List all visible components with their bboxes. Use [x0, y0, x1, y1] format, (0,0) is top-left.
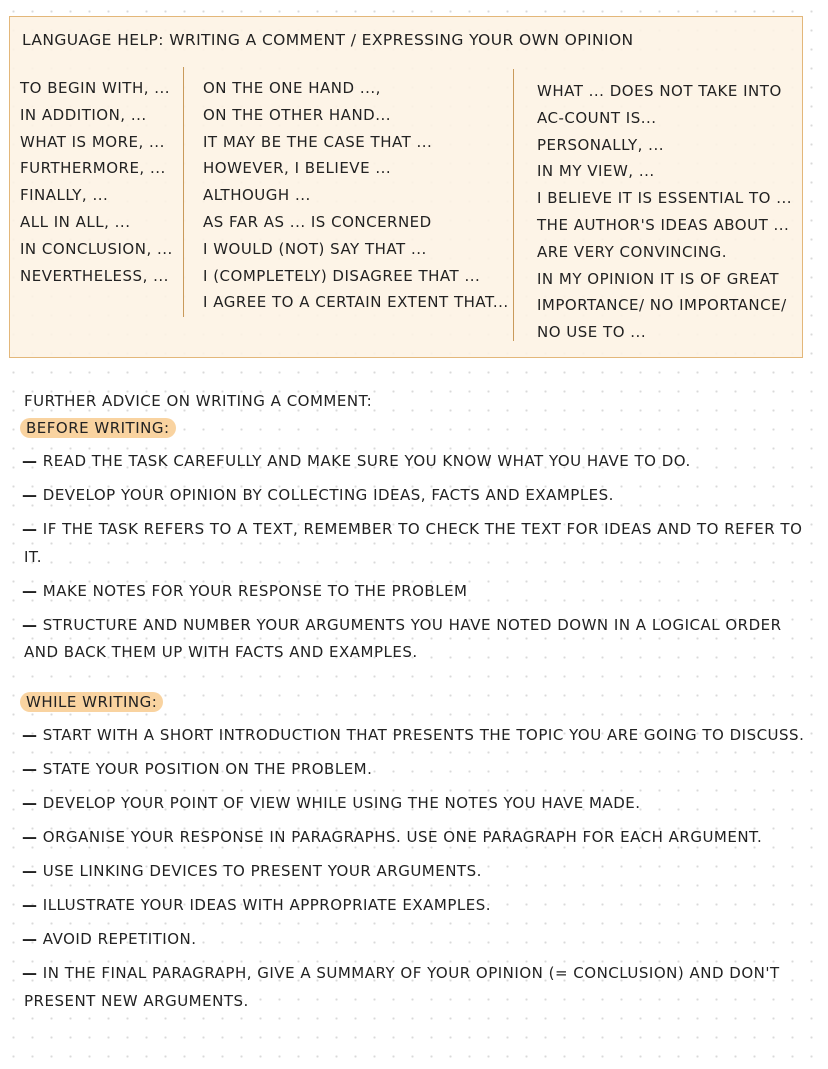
- advice-text: AVOID REPETITION.: [42, 930, 197, 948]
- contrast-phrases-column: [203, 75, 509, 316]
- advice-item: [24, 790, 809, 818]
- phrase-item: IMPORTANCE/ NO IMPORTANCE/: [537, 296, 787, 315]
- phrase-item: TO BEGIN WITH, ...: [20, 79, 171, 97]
- phrase-item: I WOULD (NOT) SAY THAT ...: [203, 239, 427, 258]
- advice-text: STRUCTURE AND NUMBER YOUR ARGUMENTS YOU HAVE NOTED DOWN IN A LOGICAL ORDER AND BACK THEM UP WITH FACTS AND EXAMPLES.: [24, 615, 782, 661]
- while-writing-label: WHILE WRITING:: [20, 692, 163, 712]
- phrase-item: I (COMPLETELY) DISAGREE THAT ...: [203, 266, 481, 285]
- advice-text: USE LINKING DEVICES TO PRESENT YOUR ARGUMENTS.: [42, 862, 482, 880]
- linking-words-column: [20, 75, 173, 289]
- phrase-item: HOWEVER, I BELIEVE ...: [203, 159, 392, 178]
- phrase-item: AC-COUNT IS...: [537, 108, 657, 127]
- phrase-item: THE AUTHOR'S IDEAS ABOUT ...: [537, 215, 790, 234]
- advice-item: [24, 892, 809, 920]
- dash-bullet: —: [22, 964, 38, 982]
- phrase-item: ON THE OTHER HAND...: [203, 105, 392, 124]
- advice-text: DEVELOP YOUR POINT OF VIEW WHILE USING THE NOTES YOU HAVE MADE.: [42, 794, 641, 812]
- advice-item: [24, 756, 809, 784]
- advice-text: DEVELOP YOUR OPINION BY COLLECTING IDEAS, FACTS AND EXAMPLES.: [42, 486, 614, 504]
- advice-text: ILLUSTRATE YOUR IDEAS WITH APPROPRIATE EXAMPLES.: [42, 896, 492, 914]
- phrase-item: I AGREE TO A CERTAIN EXTENT THAT...: [203, 293, 509, 312]
- before-writing-label: BEFORE WRITING:: [20, 418, 176, 438]
- advice-item: [24, 516, 809, 571]
- advice-text: IN THE FINAL PARAGRAPH, GIVE A SUMMARY OF YOUR OPINION (= CONCLUSION) AND DON'T PRESENT NEW ARGUMENTS.: [24, 964, 780, 1010]
- phrase-item: NO USE TO ...: [537, 323, 647, 342]
- dash-bullet: —: [22, 615, 38, 634]
- advice-text: READ THE TASK CAREFULLY AND MAKE SURE YOU KNOW WHAT YOU HAVE TO DO.: [42, 452, 691, 470]
- advice-heading: FURTHER ADVICE ON WRITING A COMMENT:: [24, 392, 373, 410]
- advice-text: START WITH A SHORT INTRODUCTION THAT PRESENTS THE TOPIC YOU ARE GOING TO DISCUSS.: [42, 726, 805, 744]
- before-writing-list: [24, 448, 809, 667]
- advice-text: STATE YOUR POSITION ON THE PROBLEM.: [42, 760, 373, 778]
- phrase-item: PERSONALLY, ...: [537, 135, 664, 154]
- phrase-item: ALL IN ALL, ...: [20, 212, 131, 231]
- phrase-item: WHAT ... DOES NOT TAKE INTO: [537, 82, 782, 100]
- while-writing-list: [24, 722, 809, 1015]
- dash-bullet: —: [22, 452, 38, 470]
- phrase-item: I BELIEVE IT IS ESSENTIAL TO ...: [537, 189, 793, 208]
- phrase-item: FINALLY, ...: [20, 186, 109, 205]
- phrase-item: IN MY OPINION IT IS OF GREAT: [537, 269, 780, 288]
- phrase-item: WHAT IS MORE, ...: [20, 132, 165, 151]
- column-divider: [183, 67, 184, 317]
- advice-text: ORGANISE YOUR RESPONSE IN PARAGRAPHS. USE ONE PARAGRAPH FOR EACH ARGUMENT.: [42, 828, 763, 846]
- dash-bullet: —: [22, 726, 38, 744]
- phrase-item: FURTHERMORE, ...: [20, 159, 166, 178]
- dash-bullet: —: [22, 896, 38, 914]
- advice-item: [24, 824, 809, 852]
- phrase-item: NEVERTHELESS, ...: [20, 266, 169, 285]
- phrase-item: ALTHOUGH ...: [203, 186, 311, 205]
- dash-bullet: —: [22, 794, 38, 812]
- advice-item: [24, 858, 809, 886]
- language-help-box: [9, 16, 803, 358]
- dash-bullet: —: [22, 828, 38, 846]
- advice-item: [24, 926, 809, 954]
- advice-item: [24, 612, 809, 667]
- phrase-item: IN MY VIEW, ...: [537, 162, 655, 181]
- dash-bullet: —: [22, 760, 38, 778]
- advice-item: [24, 722, 809, 750]
- dash-bullet: —: [22, 486, 38, 504]
- advice-text: MAKE NOTES FOR YOUR RESPONSE TO THE PROBLEM: [42, 581, 468, 600]
- writing-advice-section: [24, 388, 809, 1022]
- dash-bullet: —: [22, 862, 38, 880]
- phrase-item: AS FAR AS ... IS CONCERNED: [203, 212, 432, 231]
- advice-item: [24, 448, 809, 476]
- phrase-item: IT MAY BE THE CASE THAT ...: [203, 132, 433, 151]
- phrase-item: IN CONCLUSION, ...: [20, 239, 173, 258]
- dash-bullet: —: [22, 930, 38, 948]
- phrase-item: ARE VERY CONVINCING.: [537, 242, 727, 261]
- phrase-item: IN ADDITION, ...: [20, 105, 147, 124]
- advice-item: [24, 578, 809, 606]
- advice-item: [24, 482, 809, 510]
- language-help-title: LANGUAGE HELP: WRITING A COMMENT / EXPRESSING YOUR OWN OPINION: [22, 31, 634, 49]
- dash-bullet: —: [22, 520, 38, 538]
- dash-bullet: —: [22, 581, 38, 600]
- opinion-phrases-column: [537, 78, 792, 346]
- advice-item: [24, 960, 809, 1015]
- advice-text: IF THE TASK REFERS TO A TEXT, REMEMBER TO CHECK THE TEXT FOR IDEAS AND TO REFER TO IT.: [24, 520, 803, 566]
- phrase-item: ON THE ONE HAND ...,: [203, 79, 381, 97]
- column-divider: [513, 69, 514, 341]
